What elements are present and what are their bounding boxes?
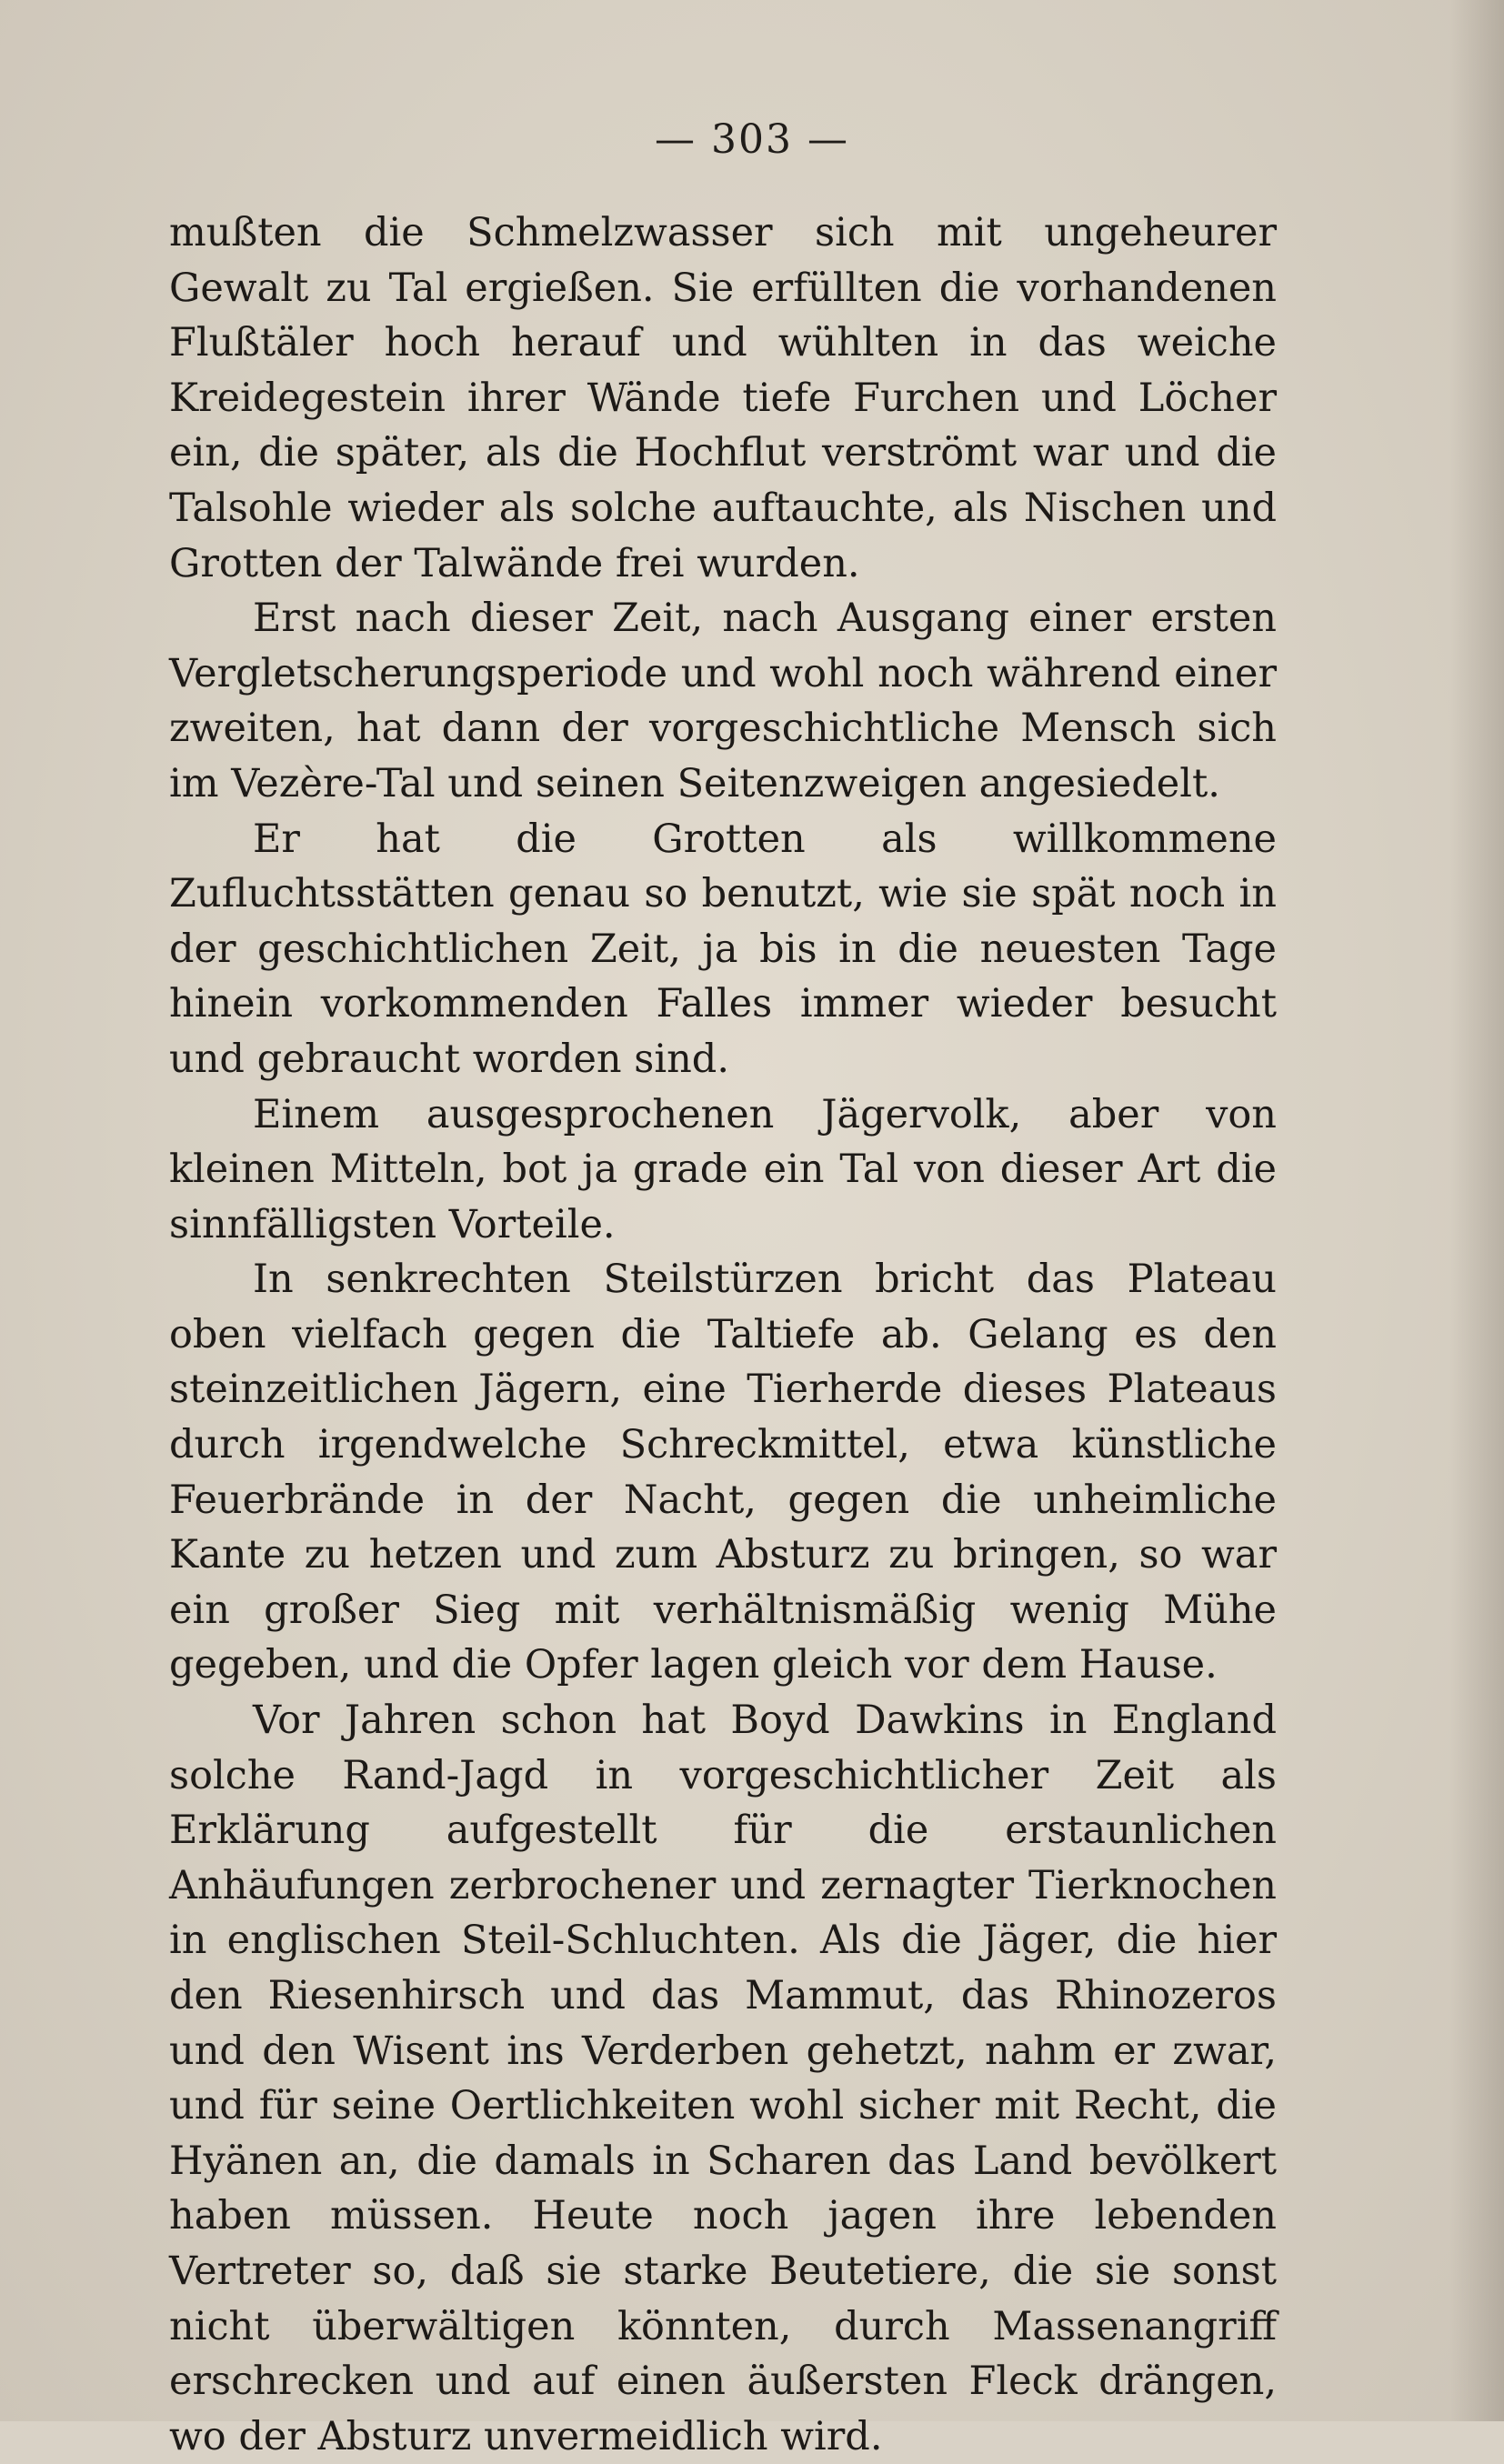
- paragraph-1: mußten die Schmelzwasser sich mit ungeheurer Gewalt zu Tal ergießen. Sie erfüllten die vorhandenen Flußtäler hoch herauf und wühlten in das weiche Kreidegestein ihrer Wände tiefe Furchen und Löcher ein, die später, als die Hochflut verströmt war und die Talsohle wieder als solche auftauchte, als Nischen und Grotten der Talwände frei wurden.: [169, 210, 1277, 586]
- paragraph-2: Erst nach dieser Zeit, nach Ausgang einer ersten Vergletscherungsperiode und wohl noch während einer zweiten, hat dann der vorgeschichtliche Mensch sich im Vezère-Tal und seinen Seitenzweigen angesiedelt.: [169, 596, 1277, 806]
- paragraph-4: Einem ausgesprochenen Jägervolk, aber von kleinen Mitteln, bot ja grade ein Tal von dieser Art die sinnfälligsten Vorteile.: [169, 1091, 1277, 1247]
- page-edge-shadow: [1449, 0, 1504, 2421]
- paragraph-5: In senkrechten Steilstürzen bricht das Plateau oben vielfach gegen die Taltiefe ab. Gelang es den steinzeitlichen Jägern, eine Tierherde dieses Plateaus durch irgendwelche Schreckmittel, etwa künstliche Feuerbrände in der Nacht, gegen die unheimliche Kante zu hetzen und zum Absturz zu bringen, so war ein großer Sieg mit verhältnismäßig wenig Mühe gegeben, und die Opfer lagen gleich vor dem Hause.: [169, 1257, 1277, 1688]
- paragraph-6: Vor Jahren schon hat Boyd Dawkins in England solche Rand-Jagd in vorgeschichtlicher Zeit als Erklärung aufgestellt für die erstaunlichen Anhäufungen zerbrochener und zernagter Tierknochen in englischen Steil-Schluchten. Als die Jäger, die hier den Riesenhirsch und das Mammut, das Rhinozeros und den Wisent ins Verderben gehetzt, nahm er zwar, und für seine Oertlichkeiten wohl sicher mit Recht, die Hyänen an, die damals in Scharen das Land bevölkert haben müssen. Heute noch jagen ihre lebenden Vertreter so, daß sie starke Beutetiere, die sie sonst nicht überwältigen könnten, durch Massenangriff erschrecken und auf einen äußersten Fleck drängen, wo der Absturz unvermeidlich wird.: [169, 1698, 1277, 2459]
- body-text: [169, 205, 1277, 2464]
- page-number: — 303 —: [655, 116, 849, 163]
- paragraph-3: Er hat die Grotten als willkommene Zufluchtsstätten genau so benutzt, wie sie spät noch in der geschichtlichen Zeit, ja bis in die neuesten Tage hinein vorkommenden Falles immer wieder besucht und gebraucht worden sind.: [169, 816, 1277, 1082]
